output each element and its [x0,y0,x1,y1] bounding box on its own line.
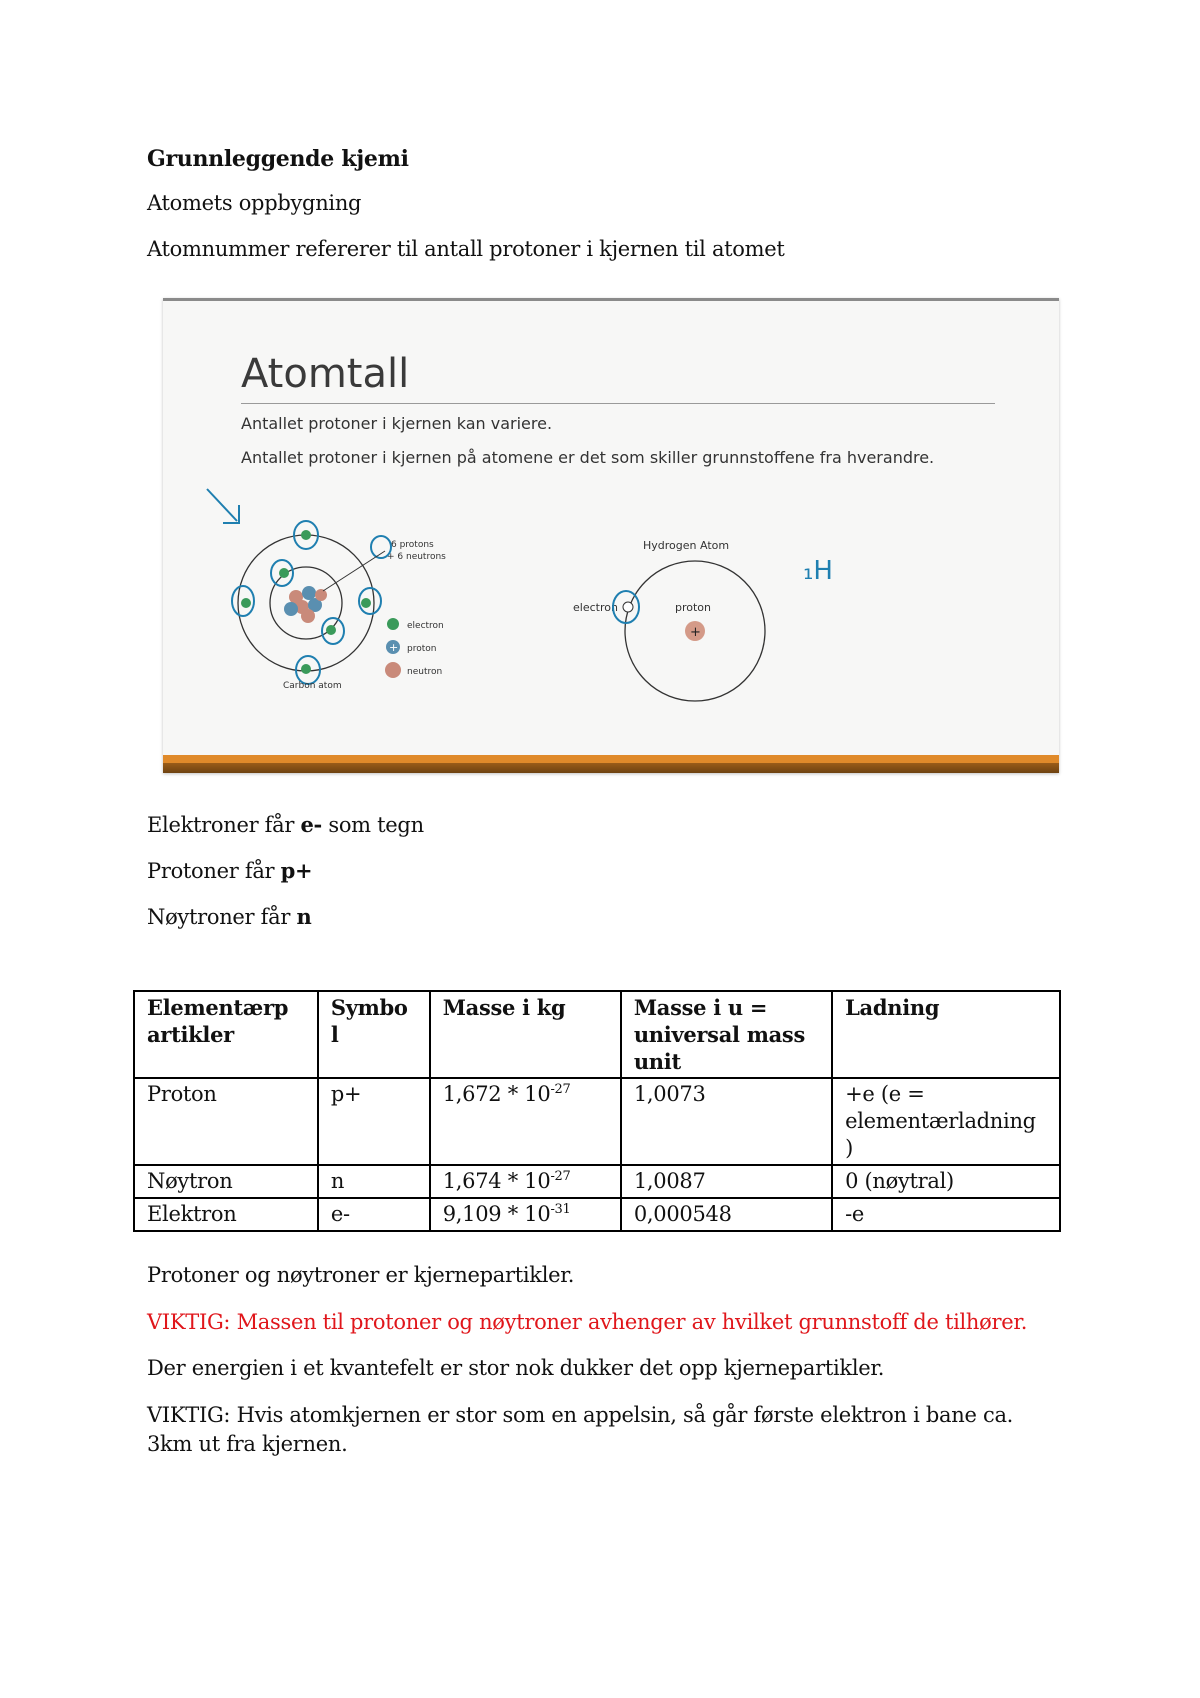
hydrogen-proton-label: proton [675,601,712,614]
hydrogen-electron-label: electron [573,601,618,614]
intro-paragraph: Atomnummer refererer til antall protoner i kjernen til atomet [147,237,785,261]
cell-mass-u: 1,0073 [621,1078,832,1165]
cell-mass-u: 1,0087 [621,1165,832,1198]
proton-sign-line: Protoner får p+ [147,858,313,883]
header-particle: Elementærp artikler [134,991,318,1078]
legend-electron-icon [387,618,399,630]
header-mass-kg: Masse i kg [430,991,621,1078]
table-row [134,1165,1060,1198]
handwritten-arrow-icon [207,489,239,523]
cell-charge: +e (e = elementærladning ) [832,1078,1060,1165]
slide-line-1: Antallet protoner i kjernen kan variere. [241,414,553,433]
legend-electron-label: electron [407,621,444,631]
table-header-row [134,991,1060,1078]
carbon-label-pointer [323,551,385,591]
cell-mass-u: 0,000548 [621,1198,832,1231]
hydrogen-electron-icon [623,602,633,612]
note-core-particles: Protoner og nøytroner er kjernepartikler. [147,1263,575,1287]
note-important-mass: VIKTIG: Massen til protoner og nøytroner avhenger av hvilket grunnstoff de tilhører. [147,1310,1028,1334]
cell-charge: 0 (nøytral) [832,1165,1060,1198]
header-charge: Ladning [832,991,1060,1078]
carbon-nucleus [284,586,327,623]
cell-charge: -e [832,1198,1060,1231]
cell-mass-kg: $9,109 * 10^{-31}$ [430,1198,621,1231]
note-orange-analogy-line-2: 3km ut fra kjernen. [147,1432,348,1456]
cell-mass-kg: $1,672 * 10^{-27}$ [430,1078,621,1165]
table-row [134,1078,1060,1165]
cell-name: Nøytron [134,1165,318,1198]
header-mass-u: Masse i u = universal mass unit [621,991,832,1078]
handwritten-hydrogen-annotation: ₁H [803,556,833,586]
cell-symbol: e- [318,1198,430,1231]
neutron-sign-line: Nøytroner får n [147,904,312,929]
carbon-legend [385,618,444,678]
legend-proton-label: proton [407,644,437,654]
cell-name: Elektron [134,1198,318,1231]
cell-symbol: n [318,1165,430,1198]
cell-mass-kg: $1,674 * 10^{-27}$ [430,1165,621,1198]
table-row [134,1198,1060,1231]
atom-diagrams [163,301,1059,773]
particle-table [133,990,1061,1232]
legend-neutron-icon [385,662,401,678]
cell-symbol: p+ [318,1078,430,1165]
note-orange-analogy-line-1: VIKTIG: Hvis atomkjernen er stor som en appelsin, så går første elektron i bane ca. [147,1403,1014,1427]
cell-name: Proton [134,1078,318,1165]
document-title: Grunnleggende kjemi [147,146,409,172]
hydrogen-title: Hydrogen Atom [643,539,730,552]
svg-text:+: + [389,641,399,654]
legend-neutron-label: neutron [407,667,443,677]
slide-title: Atomtall [241,351,410,397]
carbon-label-neutrons: + 6 neutrons [387,552,446,562]
electron-sign-line: Elektroner får e- som tegn [147,812,424,837]
carbon-caption: Carbon atom [283,681,342,691]
slide-line-2: Antallet protoner i kjernen på atomene er det som skiller grunnstoffene fra hverandre. [241,448,935,467]
carbon-label-protons: 6 protons [391,540,434,550]
note-quantum-field: Der energien i et kvantefelt er stor nok dukker det opp kjernepartikler. [147,1356,885,1380]
document-subtitle: Atomets oppbygning [147,191,362,215]
slide-bottom-bar [163,755,1059,773]
slide-image [163,298,1059,773]
header-symbol: Symbo l [318,991,430,1078]
hydrogen-proton-plus: + [690,625,701,640]
